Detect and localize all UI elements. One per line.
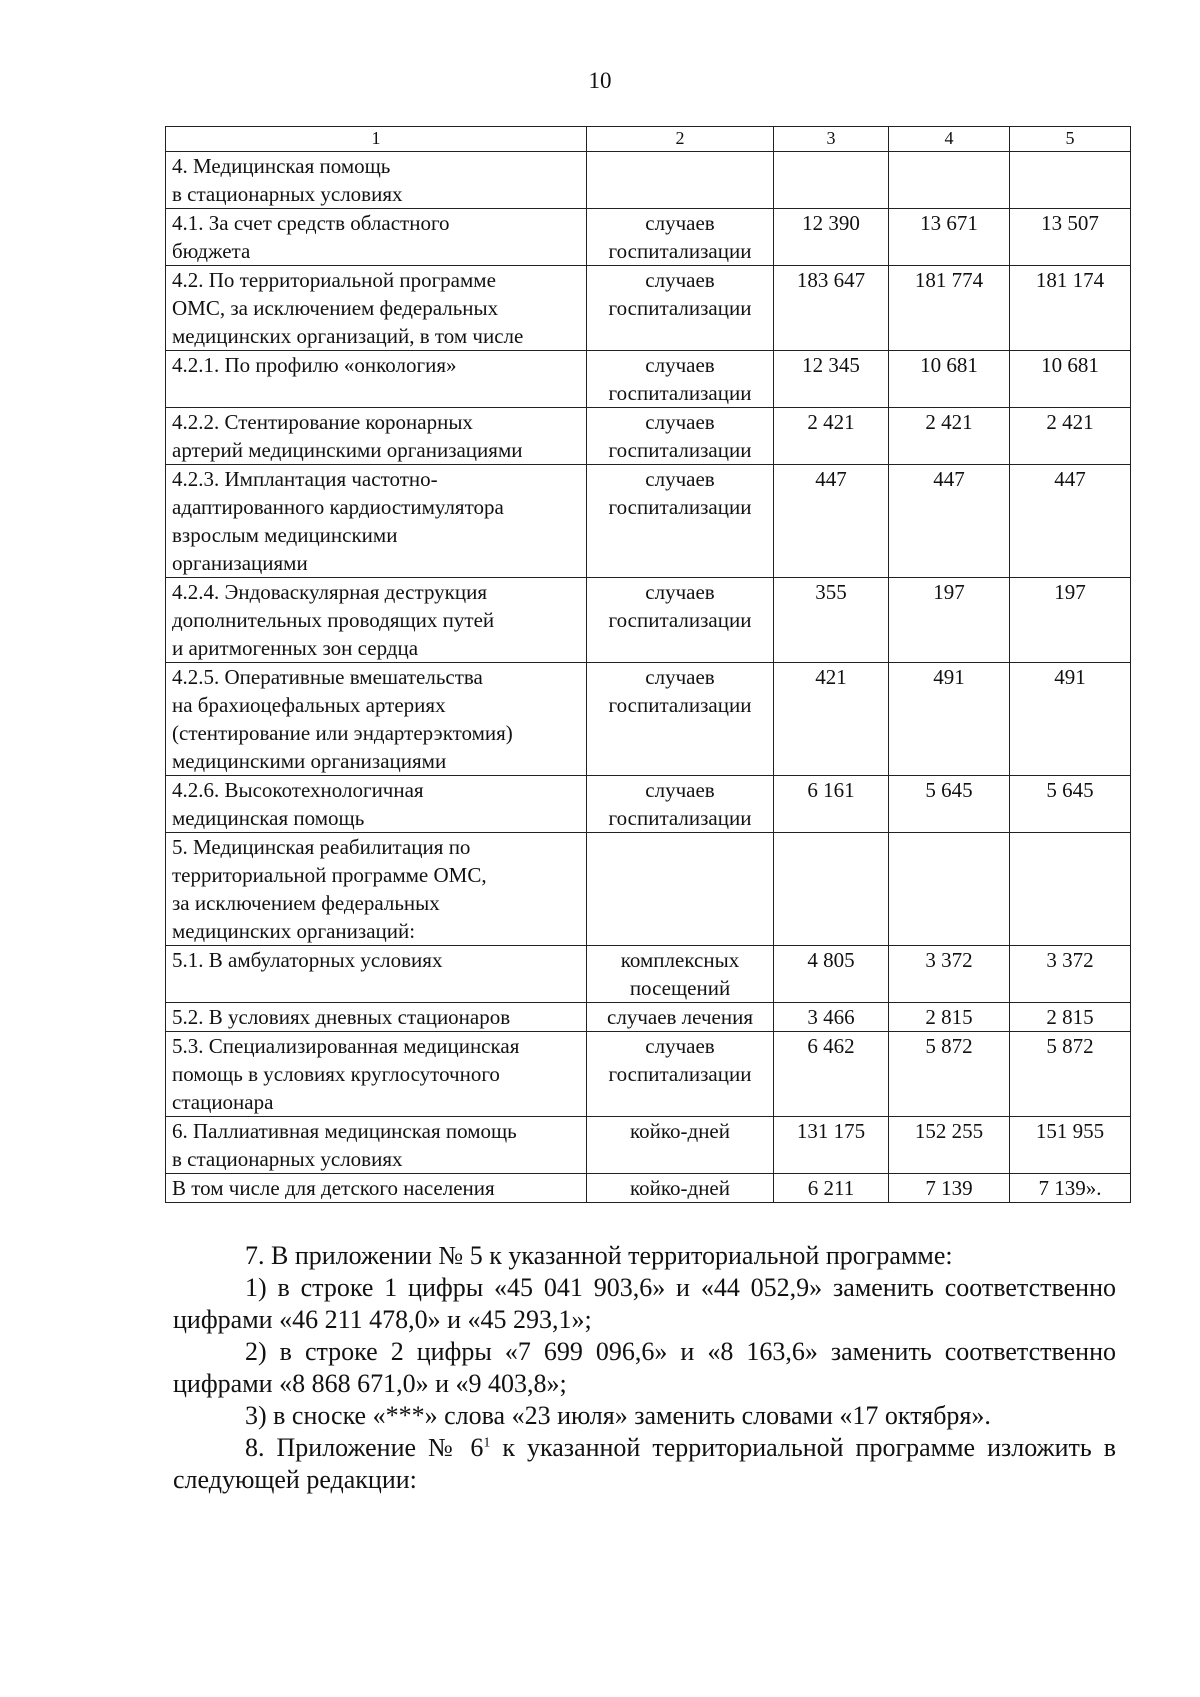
value-cell-col5 bbox=[1010, 833, 1131, 946]
row-name-cell: 4.2.2. Стентирование коронарных артерий медицинскими организациями bbox=[166, 408, 587, 465]
value-cell-col3: 447 bbox=[774, 465, 889, 578]
table-row bbox=[166, 1117, 1131, 1174]
paragraph-8 bbox=[173, 1432, 1116, 1496]
value-cell-col3: 421 bbox=[774, 663, 889, 776]
table-row bbox=[166, 351, 1131, 408]
value-cell-col4: 2 421 bbox=[889, 408, 1010, 465]
paragraph-7-item-2: 2) в строке 2 цифры «7 699 096,6» и «8 163,6» заменить соответственно цифрами «8 868 671,0» и «9 403,8»; bbox=[173, 1337, 1116, 1398]
column-header: 4 bbox=[889, 127, 1010, 152]
value-cell-col3: 6 462 bbox=[774, 1032, 889, 1117]
table-row bbox=[166, 408, 1131, 465]
row-name-cell: 5.1. В амбулаторных условиях bbox=[166, 946, 587, 1003]
column-header: 5 bbox=[1010, 127, 1131, 152]
unit-cell bbox=[587, 833, 774, 946]
row-name-cell: 4.2.5. Оперативные вмешательства на брахиоцефальных артериях (стентирование или эндартерэктомия) медицинскими организациями bbox=[166, 663, 587, 776]
unit-cell: случаев госпитализации bbox=[587, 1032, 774, 1117]
value-cell-col4 bbox=[889, 833, 1010, 946]
row-name-cell: 4.2. По территориальной программе ОМС, за исключением федеральных медицинских организаций, в том числе bbox=[166, 266, 587, 351]
table-header-row bbox=[166, 127, 1131, 152]
paragraph-7-item-1: 1) в строке 1 цифры «45 041 903,6» и «44 052,9» заменить соответственно цифрами «46 211 478,0» и «45 293,1»; bbox=[173, 1273, 1116, 1334]
unit-cell: случаев госпитализации bbox=[587, 578, 774, 663]
value-cell-col3: 6 161 bbox=[774, 776, 889, 833]
value-cell-col4: 5 645 bbox=[889, 776, 1010, 833]
value-cell-col4: 10 681 bbox=[889, 351, 1010, 408]
paragraph-7: 7. В приложении № 5 к указанной территориальной программе: bbox=[245, 1241, 953, 1270]
unit-cell: койко-дней bbox=[587, 1174, 774, 1203]
unit-cell bbox=[587, 152, 774, 209]
row-name-cell: В том числе для детского населения bbox=[166, 1174, 587, 1203]
value-cell-col3: 3 466 bbox=[774, 1003, 889, 1032]
column-header: 2 bbox=[587, 127, 774, 152]
table-row bbox=[166, 465, 1131, 578]
table-row bbox=[166, 776, 1131, 833]
row-name-cell: 5.3. Специализированная медицинская помощь в условиях круглосуточного стационара bbox=[166, 1032, 587, 1117]
table-row bbox=[166, 266, 1131, 351]
row-name-cell: 5.2. В условиях дневных стационаров bbox=[166, 1003, 587, 1032]
unit-cell: случаев лечения bbox=[587, 1003, 774, 1032]
unit-cell: случаев госпитализации bbox=[587, 465, 774, 578]
value-cell-col5: 10 681 bbox=[1010, 351, 1131, 408]
unit-cell: случаев госпитализации bbox=[587, 266, 774, 351]
value-cell-col4: 152 255 bbox=[889, 1117, 1010, 1174]
value-cell-col5 bbox=[1010, 152, 1131, 209]
text-block bbox=[173, 1240, 1116, 1496]
value-cell-col3: 6 211 bbox=[774, 1174, 889, 1203]
table-row bbox=[166, 1174, 1131, 1203]
value-cell-col3: 4 805 bbox=[774, 946, 889, 1003]
value-cell-col5: 7 139». bbox=[1010, 1174, 1131, 1203]
unit-cell: койко-дней bbox=[587, 1117, 774, 1174]
value-cell-col5: 491 bbox=[1010, 663, 1131, 776]
value-cell-col5: 2 815 bbox=[1010, 1003, 1131, 1032]
value-cell-col5: 5 872 bbox=[1010, 1032, 1131, 1117]
value-cell-col4: 5 872 bbox=[889, 1032, 1010, 1117]
row-name-cell: 4.1. За счет средств областного бюджета bbox=[166, 209, 587, 266]
row-name-cell: 6. Паллиативная медицинская помощь в стационарных условиях bbox=[166, 1117, 587, 1174]
unit-cell: случаев госпитализации bbox=[587, 408, 774, 465]
row-name-cell: 4. Медицинская помощь в стационарных условиях bbox=[166, 152, 587, 209]
value-cell-col3: 2 421 bbox=[774, 408, 889, 465]
value-cell-col4: 13 671 bbox=[889, 209, 1010, 266]
table-row bbox=[166, 1003, 1131, 1032]
value-cell-col3: 12 390 bbox=[774, 209, 889, 266]
value-cell-col3: 355 bbox=[774, 578, 889, 663]
value-cell-col4: 197 bbox=[889, 578, 1010, 663]
table-row bbox=[166, 946, 1131, 1003]
value-cell-col4: 3 372 bbox=[889, 946, 1010, 1003]
value-cell-col5: 2 421 bbox=[1010, 408, 1131, 465]
value-cell-col4: 491 bbox=[889, 663, 1010, 776]
value-cell-col5: 3 372 bbox=[1010, 946, 1131, 1003]
row-name-cell: 4.2.6. Высокотехнологичная медицинская помощь bbox=[166, 776, 587, 833]
value-cell-col3 bbox=[774, 152, 889, 209]
value-cell-col5: 197 bbox=[1010, 578, 1131, 663]
value-cell-col4: 447 bbox=[889, 465, 1010, 578]
column-header: 3 bbox=[774, 127, 889, 152]
value-cell-col4: 2 815 bbox=[889, 1003, 1010, 1032]
row-name-cell: 4.2.4. Эндоваскулярная деструкция дополнительных проводящих путей и аритмогенных зон сердца bbox=[166, 578, 587, 663]
table-row bbox=[166, 833, 1131, 946]
table-row bbox=[166, 1032, 1131, 1117]
value-cell-col5: 5 645 bbox=[1010, 776, 1131, 833]
value-cell-col3 bbox=[774, 833, 889, 946]
value-cell-col3: 183 647 bbox=[774, 266, 889, 351]
value-cell-col4: 181 774 bbox=[889, 266, 1010, 351]
row-name-cell: 4.2.1. По профилю «онкология» bbox=[166, 351, 587, 408]
unit-cell: случаев госпитализации bbox=[587, 663, 774, 776]
column-header: 1 bbox=[166, 127, 587, 152]
unit-cell: комплексных посещений bbox=[587, 946, 774, 1003]
value-cell-col4 bbox=[889, 152, 1010, 209]
row-name-cell: 4.2.3. Имплантация частотно- адаптированного кардиостимулятора взрослым медицинскими организациями bbox=[166, 465, 587, 578]
unit-cell: случаев госпитализации bbox=[587, 209, 774, 266]
table-row bbox=[166, 152, 1131, 209]
unit-cell: случаев госпитализации bbox=[587, 776, 774, 833]
value-cell-col5: 151 955 bbox=[1010, 1117, 1131, 1174]
paragraph-8-end: к указанной территориальной программе изложить в следующей редакции: bbox=[173, 1433, 1116, 1494]
page-number: 10 bbox=[588, 68, 612, 93]
table-row bbox=[166, 578, 1131, 663]
data-table bbox=[165, 126, 1131, 1203]
paragraph-8-start: 8. Приложение № 6 bbox=[245, 1433, 484, 1462]
value-cell-col4: 7 139 bbox=[889, 1174, 1010, 1203]
table-body bbox=[166, 152, 1131, 1203]
value-cell-col5: 181 174 bbox=[1010, 266, 1131, 351]
unit-cell: случаев госпитализации bbox=[587, 351, 774, 408]
table-row bbox=[166, 209, 1131, 266]
table-row bbox=[166, 663, 1131, 776]
value-cell-col5: 13 507 bbox=[1010, 209, 1131, 266]
value-cell-col3: 12 345 bbox=[774, 351, 889, 408]
superscript: 1 bbox=[483, 1435, 491, 1451]
value-cell-col5: 447 bbox=[1010, 465, 1131, 578]
value-cell-col3: 131 175 bbox=[774, 1117, 889, 1174]
paragraph-7-item-3: 3) в сноске «***» слова «23 июля» заменить словами «17 октября». bbox=[245, 1401, 991, 1430]
row-name-cell: 5. Медицинская реабилитация по территориальной программе ОМС, за исключением федеральных медицинских организаций: bbox=[166, 833, 587, 946]
